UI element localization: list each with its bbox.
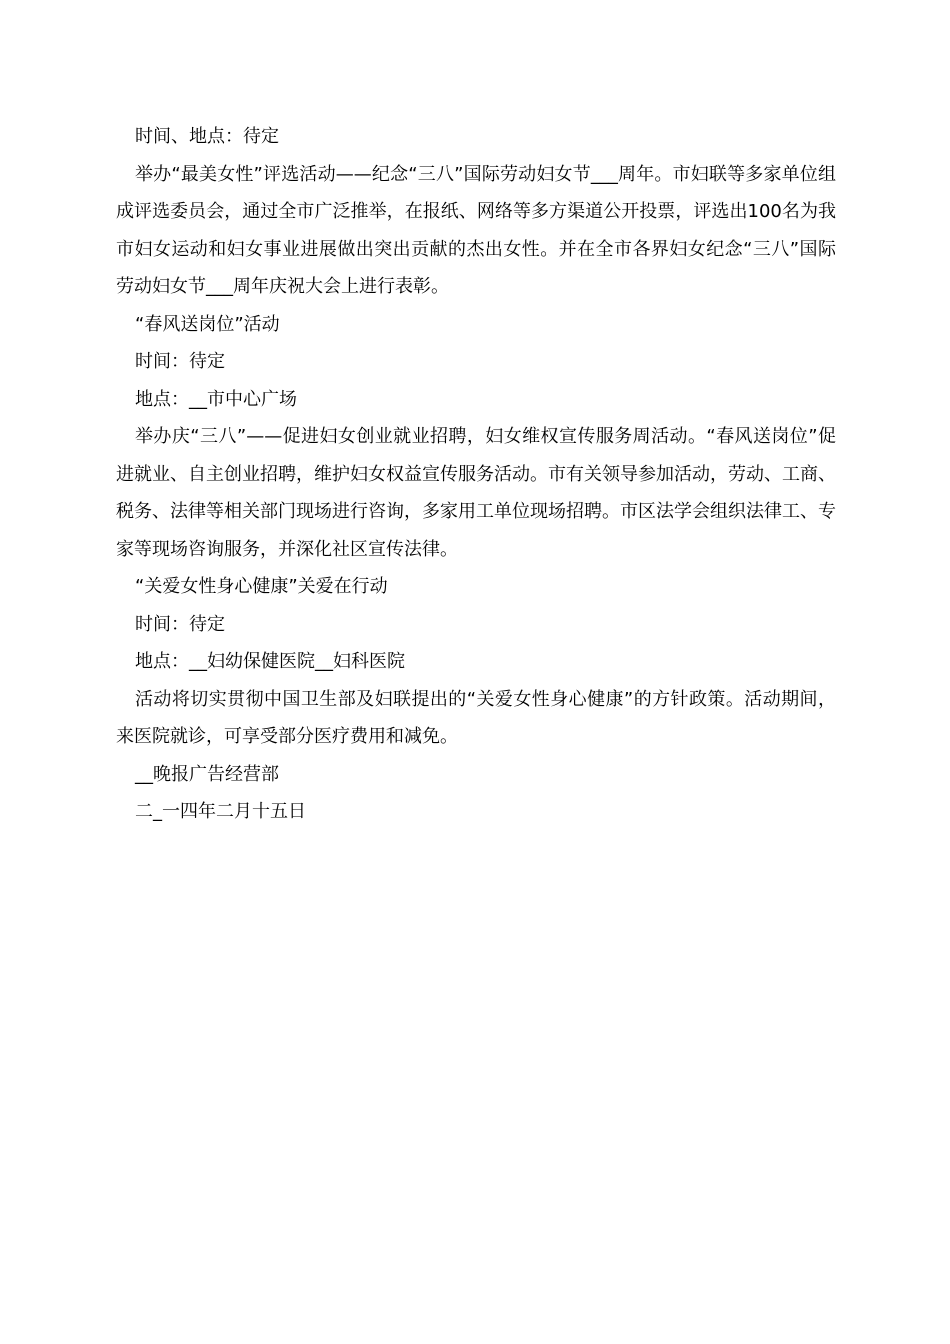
- health-care-heading: “关爱女性身心健康”关爱在行动: [135, 576, 388, 597]
- issuer-line: __晚报广告经营部: [135, 763, 279, 785]
- spring-breeze-heading: “春风送岗位”活动: [135, 313, 280, 335]
- date-line: 二_一四年二月十五日: [135, 801, 306, 822]
- health-care-place: 地点：__妇幼保健医院__妇科医院: [135, 651, 405, 672]
- spring-breeze-place: 地点：__市中心广场: [135, 388, 297, 410]
- document-body: [116, 118, 836, 831]
- health-care-paragraph: 活动将切实贯彻中国卫生部及妇联提出的“关爱女性身心健康”的方针政策。活动期间，来医院就诊，可享受部分医疗费用和减免。: [116, 688, 836, 747]
- beauty-selection-paragraph: 举办“最美女性”评选活动——纪念“三八”国际劳动妇女节___周年。市妇联等多家单位组成评选委员会，通过全市广泛推举，在报纸、网络等多方渠道公开投票，评选出100名为我市妇女运动和妇女事业进展做出突出贡献的杰出女性。并在全市各界妇女纪念“三八”国际劳动妇女节___周年庆祝大会上进行表彰。: [116, 163, 836, 297]
- health-care-time: 时间：待定: [135, 613, 225, 635]
- spring-breeze-paragraph: 举办庆“三八”——促进妇女创业就业招聘，妇女维权宣传服务周活动。“春风送岗位”促进就业、自主创业招聘，维护妇女权益宣传服务活动。市有关领导参加活动，劳动、工商、税务、法律等相关部门现场进行咨询，多家用工单位现场招聘。市区法学会组织法律工、专家等现场咨询服务，并深化社区宣传法律。: [116, 426, 836, 560]
- time-place-line: 时间、地点：待定: [135, 126, 279, 147]
- spring-breeze-time: 时间：待定: [135, 351, 225, 372]
